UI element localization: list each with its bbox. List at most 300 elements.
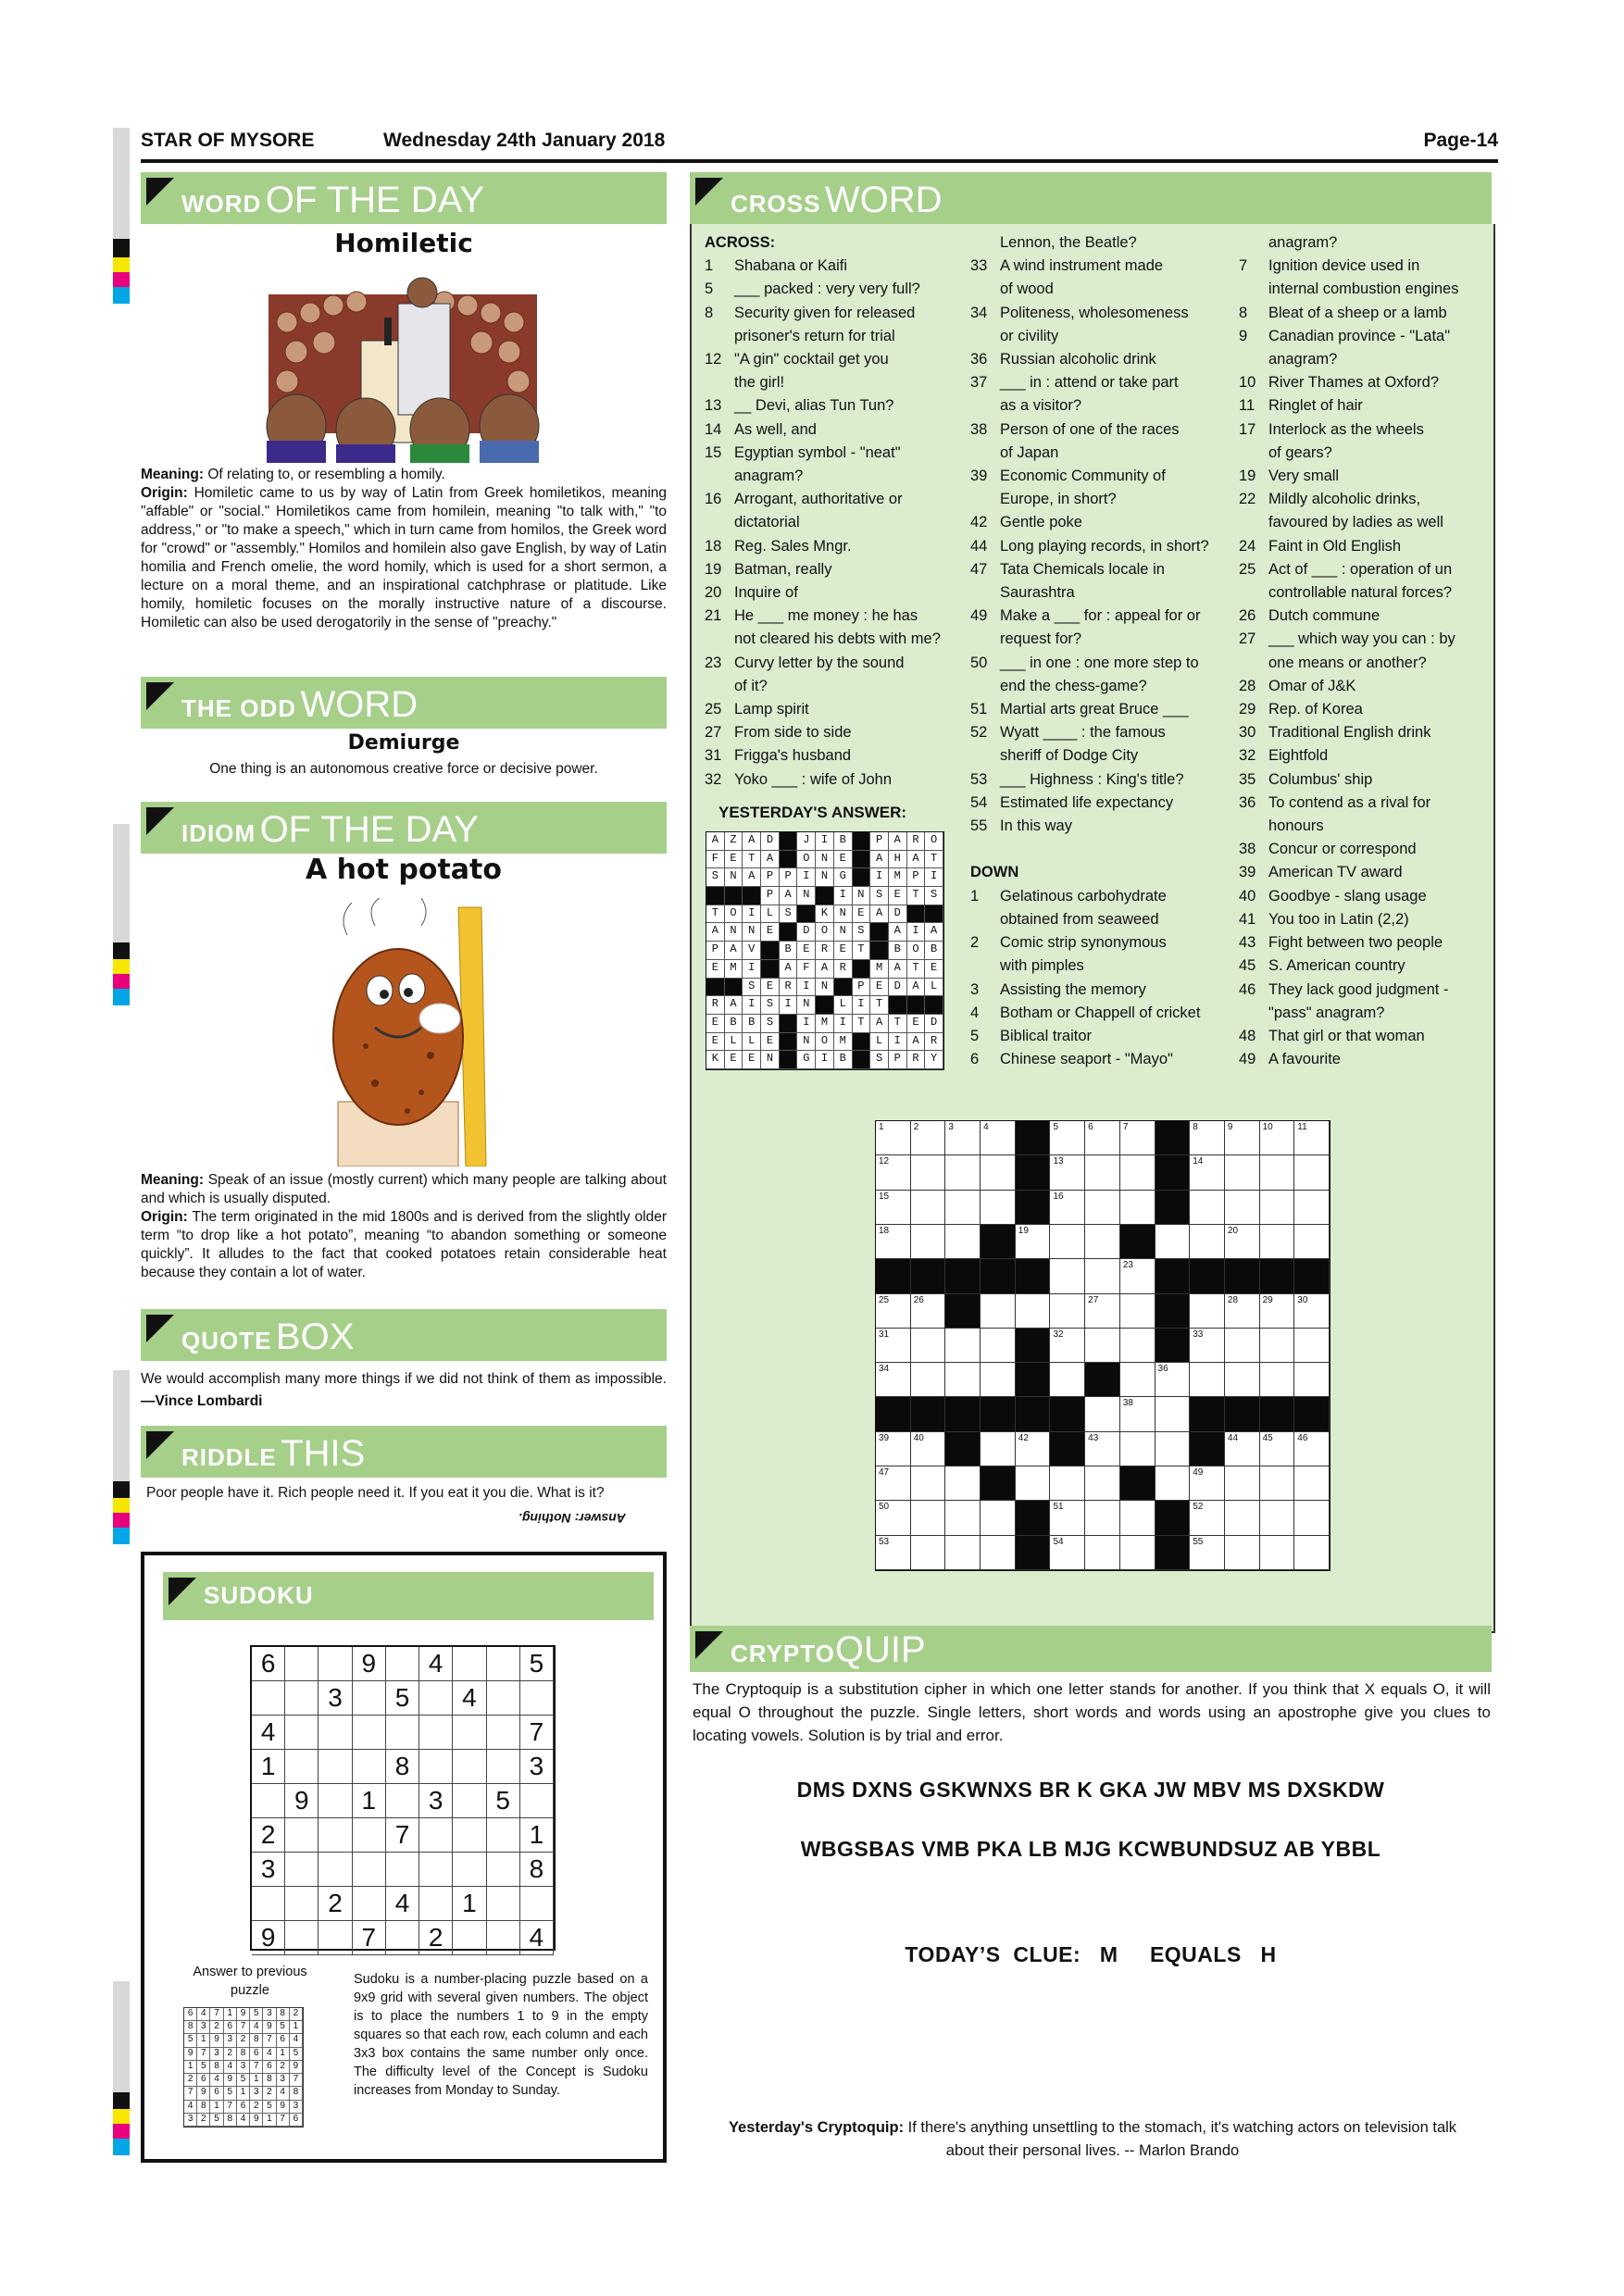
sudoku-cell[interactable]: 7 xyxy=(520,1716,554,1750)
crossword-cell[interactable] xyxy=(1120,1397,1156,1431)
registration-mark-black xyxy=(113,942,130,959)
sudoku-cell: 6 xyxy=(237,2101,250,2114)
sudoku-cell: 4 xyxy=(290,2034,303,2047)
crossword-cell[interactable] xyxy=(1120,1259,1156,1293)
sudoku-cell[interactable]: 4 xyxy=(419,1647,453,1681)
crossword-black-square xyxy=(1016,1155,1051,1190)
sudoku-cell[interactable]: 3 xyxy=(419,1784,453,1818)
crossword-cell[interactable] xyxy=(1085,1466,1120,1501)
sudoku-cell[interactable]: 8 xyxy=(520,1853,554,1887)
sudoku-cell: 7 xyxy=(277,2114,290,2127)
crossword-cell[interactable] xyxy=(911,1432,946,1466)
crossword-cell[interactable] xyxy=(981,1329,1016,1363)
clue-text: Batman, really xyxy=(734,560,832,578)
clue-text: Make a ___ for : appeal for or xyxy=(1000,607,1201,625)
sudoku-cell[interactable] xyxy=(419,1818,453,1853)
crossword-cell[interactable] xyxy=(1260,1225,1295,1259)
sudoku-cell[interactable]: 5 xyxy=(487,1784,520,1818)
answer-letter-cell: K xyxy=(816,905,834,924)
crossword-cell[interactable] xyxy=(1120,1329,1156,1363)
crossword-cell[interactable] xyxy=(1085,1155,1120,1190)
crossword-cell[interactable] xyxy=(945,1536,981,1570)
clue-number: 55 xyxy=(970,817,988,835)
sudoku-previous-answer-grid xyxy=(183,2007,304,2128)
sudoku-cell[interactable]: 4 xyxy=(252,1716,285,1750)
sudoku-cell: 4 xyxy=(210,2074,223,2087)
crossword-cell[interactable] xyxy=(876,1466,911,1501)
crossword-cell[interactable] xyxy=(1050,1121,1085,1155)
sudoku-cell[interactable]: 3 xyxy=(252,1853,285,1887)
crossword-cell[interactable] xyxy=(1190,1329,1225,1363)
crossword-cell-number: 3 xyxy=(948,1122,954,1132)
clue-line xyxy=(1239,511,1489,534)
clue-number: 40 xyxy=(1239,887,1256,905)
crossword-cell[interactable] xyxy=(911,1225,946,1259)
crossword-cell[interactable] xyxy=(1190,1191,1225,1225)
sudoku-cell[interactable] xyxy=(285,1887,319,1921)
crossword-cell[interactable] xyxy=(1190,1121,1225,1155)
sudoku-cell[interactable] xyxy=(386,1921,419,1955)
crossword-cell[interactable] xyxy=(981,1294,1016,1329)
crossword-cell[interactable] xyxy=(1085,1191,1120,1225)
crossword-cell[interactable] xyxy=(1190,1466,1225,1501)
crossword-cell[interactable] xyxy=(1156,1466,1191,1501)
clue-number: 5 xyxy=(970,1027,980,1044)
sudoku-description: Sudoku is a number-placing puzzle based on a 9x9 grid with several given numbers. The object is to place the numbers 1 to 9 in the empty squares so that each row, each column and each 3x3 box contains the same number only once. The difficulty level of the Concept is Sudoku increases from Monday to Sunday. xyxy=(354,1972,648,2098)
sudoku-cell[interactable]: 2 xyxy=(419,1921,453,1955)
crossword-cell[interactable] xyxy=(1294,1536,1330,1570)
crossword-cell[interactable] xyxy=(1225,1225,1260,1259)
clue-line xyxy=(1239,721,1489,744)
answer-black-square xyxy=(761,960,780,979)
crossword-cell[interactable] xyxy=(1050,1259,1085,1293)
crossword-cell[interactable] xyxy=(1120,1363,1156,1397)
crossword-cell[interactable] xyxy=(1225,1191,1260,1225)
sudoku-cell[interactable] xyxy=(520,1887,554,1921)
sudoku-cell[interactable]: 2 xyxy=(319,1887,352,1921)
crossword-cell[interactable] xyxy=(1050,1501,1085,1535)
clue-line xyxy=(970,605,1239,628)
sudoku-cell[interactable]: 4 xyxy=(453,1681,486,1716)
sudoku-cell: 8 xyxy=(277,2008,290,2021)
crossword-cell[interactable] xyxy=(1016,1466,1051,1501)
clue-text: Tata Chemicals locale in xyxy=(1000,560,1165,578)
sudoku-cell: 1 xyxy=(277,2048,290,2061)
crossword-cell[interactable] xyxy=(876,1501,911,1535)
sudoku-cell: 6 xyxy=(290,2114,303,2127)
sudoku-cell[interactable] xyxy=(453,1853,486,1887)
sudoku-cell: 7 xyxy=(224,2101,237,2114)
sudoku-cell[interactable]: 3 xyxy=(319,1681,352,1716)
crossword-cell[interactable] xyxy=(1016,1225,1051,1259)
crossword-cell[interactable] xyxy=(876,1225,911,1259)
crossword-black-square xyxy=(1156,1259,1191,1293)
crossword-cell[interactable] xyxy=(1225,1155,1260,1190)
sudoku-cell[interactable] xyxy=(487,1853,520,1887)
crossword-cell[interactable] xyxy=(1190,1536,1225,1570)
crossword-cell[interactable] xyxy=(911,1155,946,1190)
answer-letter-cell: A xyxy=(907,851,926,869)
sudoku-cell[interactable] xyxy=(453,1818,486,1853)
registration-mark-cyan xyxy=(113,2139,130,2155)
crossword-cell[interactable] xyxy=(1260,1294,1295,1329)
crossword-cell[interactable] xyxy=(1050,1225,1085,1259)
clue-text: Gelatinous carbohydrate xyxy=(1000,887,1167,905)
sudoku-cell[interactable] xyxy=(353,1887,386,1921)
crossword-cell[interactable] xyxy=(1085,1121,1120,1155)
sudoku-cell[interactable]: 4 xyxy=(386,1887,419,1921)
sudoku-cell[interactable] xyxy=(319,1853,352,1887)
sudoku-cell: 3 xyxy=(237,2061,250,2074)
crossword-cell[interactable] xyxy=(1260,1363,1295,1397)
clue-line xyxy=(705,348,968,371)
sudoku-cell[interactable] xyxy=(487,1818,520,1853)
clue-text: as a visitor? xyxy=(1000,397,1082,415)
clue-text: Assisting the memory xyxy=(1000,980,1146,998)
crossword-cell[interactable] xyxy=(911,1121,946,1155)
sudoku-cell[interactable]: 3 xyxy=(520,1750,554,1784)
sudoku-cell[interactable] xyxy=(319,1921,352,1955)
newspaper-name: STAR OF MYSORE xyxy=(141,130,315,151)
answer-letter-cell: T xyxy=(870,996,889,1015)
clue-number: 39 xyxy=(1239,864,1256,881)
crossword-cell[interactable] xyxy=(911,1191,946,1225)
crossword-cell[interactable] xyxy=(911,1329,946,1363)
sudoku-cell[interactable]: 7 xyxy=(353,1921,386,1955)
crossword-cell[interactable] xyxy=(1120,1432,1156,1466)
crossword-cell[interactable] xyxy=(1085,1225,1120,1259)
crossword-cell[interactable] xyxy=(876,1191,911,1225)
answer-letter-cell: N xyxy=(743,923,761,942)
crossword-cell[interactable] xyxy=(945,1363,981,1397)
crossword-cell[interactable] xyxy=(945,1501,981,1535)
crossword-cell[interactable] xyxy=(1050,1294,1085,1329)
crossword-cell[interactable] xyxy=(1294,1466,1330,1501)
crossword-cell[interactable] xyxy=(876,1363,911,1397)
sudoku-cell[interactable] xyxy=(353,1818,386,1853)
crossword-cell[interactable] xyxy=(1225,1536,1260,1570)
crossword-black-square xyxy=(1156,1155,1191,1190)
crossword-cell[interactable] xyxy=(1120,1294,1156,1329)
crossword-cell[interactable] xyxy=(1260,1432,1295,1466)
crossword-cell[interactable] xyxy=(1294,1329,1330,1363)
crossword-cell[interactable] xyxy=(981,1121,1016,1155)
sudoku-cell[interactable] xyxy=(386,1853,419,1887)
crossword-cell[interactable] xyxy=(1085,1259,1120,1293)
crossword-black-square xyxy=(1016,1536,1051,1570)
crossword-cell[interactable] xyxy=(911,1536,946,1570)
sudoku-cell[interactable] xyxy=(487,1716,520,1750)
crossword-cell[interactable] xyxy=(981,1501,1016,1535)
crossword-cell[interactable] xyxy=(1156,1225,1191,1259)
answer-letter-cell: R xyxy=(780,979,798,997)
crossword-cell[interactable] xyxy=(1225,1466,1260,1501)
crossword-cell[interactable] xyxy=(981,1536,1016,1570)
sudoku-cell[interactable] xyxy=(285,1716,319,1750)
answer-letter-cell: E xyxy=(743,1051,761,1069)
sudoku-cell[interactable] xyxy=(419,1750,453,1784)
sudoku-cell[interactable] xyxy=(487,1647,520,1681)
sudoku-cell[interactable] xyxy=(252,1681,285,1716)
crossword-cell[interactable] xyxy=(1050,1191,1085,1225)
sudoku-cell[interactable] xyxy=(252,1784,285,1818)
crossword-cell[interactable] xyxy=(1225,1294,1260,1329)
sudoku-cell[interactable]: 8 xyxy=(386,1750,419,1784)
answer-letter-cell: T xyxy=(907,887,926,905)
sudoku-cell[interactable] xyxy=(487,1750,520,1784)
crossword-cell[interactable] xyxy=(1120,1536,1156,1570)
crossword-black-square xyxy=(1050,1432,1085,1466)
crossword-cell[interactable] xyxy=(1050,1329,1085,1363)
crossword-black-square xyxy=(1190,1432,1225,1466)
sudoku-cell[interactable] xyxy=(386,1716,419,1750)
crossword-cell[interactable] xyxy=(1190,1294,1225,1329)
crossword-cell[interactable] xyxy=(945,1329,981,1363)
sudoku-cell: 1 xyxy=(250,2074,263,2087)
sudoku-cell[interactable] xyxy=(285,1818,319,1853)
clue-number: 35 xyxy=(1239,770,1256,788)
crossword-cell[interactable] xyxy=(1016,1432,1051,1466)
crossword-cell[interactable] xyxy=(981,1432,1016,1466)
crossword-cell[interactable] xyxy=(1225,1363,1260,1397)
sudoku-cell[interactable]: 2 xyxy=(252,1818,285,1853)
answer-letter-cell: N xyxy=(797,887,816,905)
sudoku-cell[interactable]: 5 xyxy=(520,1647,554,1681)
crossword-cell[interactable] xyxy=(1085,1432,1120,1466)
sudoku-cell[interactable] xyxy=(453,1716,486,1750)
sudoku-cell[interactable]: 6 xyxy=(252,1647,285,1681)
sudoku-cell: 9 xyxy=(197,2087,210,2100)
sudoku-cell[interactable] xyxy=(419,1716,453,1750)
crossword-cell[interactable] xyxy=(1260,1466,1295,1501)
clue-line xyxy=(705,488,968,511)
crossword-cell[interactable] xyxy=(876,1536,911,1570)
crossword-cell[interactable] xyxy=(1294,1155,1330,1190)
answer-letter-cell: A xyxy=(870,851,889,869)
idiom-text xyxy=(141,1171,667,1282)
sudoku-cell[interactable] xyxy=(319,1750,352,1784)
clue-number: 46 xyxy=(1239,980,1256,998)
crossword-cell[interactable] xyxy=(1120,1121,1156,1155)
crossword-cell[interactable] xyxy=(945,1155,981,1190)
clue-line xyxy=(970,628,1239,651)
crossword-cell[interactable] xyxy=(1050,1155,1085,1190)
sudoku-cell[interactable] xyxy=(520,1681,554,1716)
clue-number: 20 xyxy=(705,584,722,602)
crossword-cell[interactable] xyxy=(1085,1397,1120,1431)
sudoku-cell[interactable]: 1 xyxy=(453,1887,486,1921)
crossword-cell[interactable] xyxy=(1260,1191,1295,1225)
answer-letter-cell: M xyxy=(889,868,907,887)
clue-line xyxy=(1239,231,1489,255)
answer-letter-cell: P xyxy=(889,1051,907,1069)
clue-line xyxy=(970,1048,1239,1071)
crossword-cell[interactable] xyxy=(1085,1536,1120,1570)
crossword-cell[interactable] xyxy=(1294,1432,1330,1466)
answer-black-square xyxy=(743,887,761,905)
crossword-cell[interactable] xyxy=(1050,1363,1085,1397)
sudoku-cell[interactable] xyxy=(319,1784,352,1818)
sudoku-cell: 3 xyxy=(277,2074,290,2087)
sudoku-cell[interactable] xyxy=(453,1647,486,1681)
sudoku-cell: 3 xyxy=(250,2087,263,2100)
crossword-cell[interactable] xyxy=(1120,1155,1156,1190)
sudoku-cell[interactable]: 9 xyxy=(285,1784,319,1818)
clue-text: request for? xyxy=(1000,630,1082,648)
crossword-cell[interactable] xyxy=(981,1191,1016,1225)
crossword-cell-number: 15 xyxy=(879,1191,890,1202)
crossword-cell[interactable] xyxy=(1225,1501,1260,1535)
registration-mark-magenta xyxy=(113,272,130,287)
sudoku-cell[interactable] xyxy=(319,1818,352,1853)
crossword-cell[interactable] xyxy=(1190,1155,1225,1190)
sudoku-cell[interactable] xyxy=(252,1887,285,1921)
sudoku-cell[interactable] xyxy=(353,1853,386,1887)
registration-strip-gray xyxy=(113,824,130,942)
crossword-cell[interactable] xyxy=(1120,1191,1156,1225)
crossword-cell[interactable] xyxy=(1190,1501,1225,1535)
sudoku-cell[interactable]: 9 xyxy=(252,1921,285,1955)
answer-letter-cell: A xyxy=(907,979,926,997)
sudoku-cell[interactable] xyxy=(487,1887,520,1921)
answer-letter-cell: O xyxy=(816,1033,834,1052)
clue-line xyxy=(1239,652,1489,675)
registration-strip-gray xyxy=(113,1370,130,1481)
sudoku-cell[interactable] xyxy=(353,1716,386,1750)
sudoku-cell[interactable] xyxy=(386,1647,419,1681)
crossword-cell[interactable] xyxy=(1294,1121,1330,1155)
crossword-cell[interactable] xyxy=(1260,1536,1295,1570)
sudoku-cell[interactable] xyxy=(353,1681,386,1716)
yesterday-cryptoquip-label: Yesterday's Cryptoquip: xyxy=(728,2119,905,2136)
crossword-cell[interactable] xyxy=(1260,1121,1295,1155)
answer-letter-cell: B xyxy=(780,942,798,960)
crossword-cell[interactable] xyxy=(945,1121,981,1155)
crossword-cell[interactable] xyxy=(945,1191,981,1225)
sudoku-cell[interactable]: 1 xyxy=(520,1818,554,1853)
sudoku-cell[interactable]: 4 xyxy=(520,1921,554,1955)
crossword-cell[interactable] xyxy=(1050,1536,1085,1570)
clue-line xyxy=(1239,838,1489,861)
crossword-cell[interactable] xyxy=(945,1466,981,1501)
registration-mark-yellow xyxy=(113,959,130,974)
sudoku-cell[interactable] xyxy=(353,1750,386,1784)
sudoku-cell[interactable] xyxy=(285,1853,319,1887)
banner-large-text: OF THE DAY xyxy=(265,180,485,220)
crossword-cell[interactable] xyxy=(1190,1363,1225,1397)
sudoku-cell[interactable] xyxy=(285,1647,319,1681)
sudoku-cell[interactable]: 1 xyxy=(353,1784,386,1818)
crossword-cell[interactable] xyxy=(1294,1225,1330,1259)
crossword-cell[interactable] xyxy=(1260,1501,1295,1535)
crossword-cell[interactable] xyxy=(1294,1501,1330,1535)
crossword-cell[interactable] xyxy=(1016,1294,1051,1329)
banner-large-text: BOX xyxy=(275,1316,355,1357)
sudoku-cell[interactable] xyxy=(386,1784,419,1818)
crossword-cell[interactable] xyxy=(1156,1363,1191,1397)
crossword-cell[interactable] xyxy=(1050,1466,1085,1501)
crossword-cell[interactable] xyxy=(1260,1155,1295,1190)
crossword-cell[interactable] xyxy=(1190,1225,1225,1259)
sudoku-cell[interactable] xyxy=(453,1750,486,1784)
crossword-cell-number: 25 xyxy=(879,1294,890,1305)
crossword-cell[interactable] xyxy=(911,1501,946,1535)
idiom-meaning: Speak of an issue (mostly current) which many people are talking about and which is usually disputed. xyxy=(141,1172,667,1206)
crossword-cell[interactable] xyxy=(1225,1329,1260,1363)
sudoku-cell[interactable] xyxy=(285,1750,319,1784)
sudoku-cell[interactable] xyxy=(285,1681,319,1716)
crossword-cell[interactable] xyxy=(1294,1363,1330,1397)
crossword-cell[interactable] xyxy=(876,1432,911,1466)
answer-black-square xyxy=(907,996,926,1015)
answer-black-square xyxy=(889,996,907,1015)
crossword-cell[interactable] xyxy=(876,1121,911,1155)
clue-text xyxy=(1000,838,1239,861)
sudoku-cell[interactable] xyxy=(419,1681,453,1716)
sudoku-cell[interactable] xyxy=(419,1887,453,1921)
crossword-cell[interactable] xyxy=(876,1294,911,1329)
sudoku-cell[interactable] xyxy=(453,1921,486,1955)
crossword-cell[interactable] xyxy=(1085,1294,1120,1329)
crossword-cell[interactable] xyxy=(911,1363,946,1397)
sudoku-banner xyxy=(163,1572,654,1620)
sudoku-cell[interactable]: 5 xyxy=(386,1681,419,1716)
crossword-cell[interactable] xyxy=(1156,1397,1191,1431)
crossword-cell[interactable] xyxy=(1260,1329,1295,1363)
crossword-cell[interactable] xyxy=(1156,1432,1191,1466)
crossword-cell[interactable] xyxy=(1085,1501,1120,1535)
crossword-cell[interactable] xyxy=(876,1329,911,1363)
crossword-cell[interactable] xyxy=(945,1225,981,1259)
crossword-cell[interactable] xyxy=(1294,1294,1330,1329)
sudoku-cell[interactable] xyxy=(520,1784,554,1818)
clue-text: Chinese seaport - "Mayo" xyxy=(1000,1051,1173,1068)
crossword-cell[interactable] xyxy=(1225,1121,1260,1155)
crossword-cell[interactable] xyxy=(911,1294,946,1329)
clue-text: Saurashtra xyxy=(1000,584,1075,602)
sudoku-cell[interactable] xyxy=(453,1784,486,1818)
answer-letter-cell: N xyxy=(816,979,834,997)
clue-text: Ignition device used in xyxy=(1268,257,1420,275)
clue-text: Comic strip synonymous xyxy=(1000,934,1167,952)
sudoku-cell[interactable]: 1 xyxy=(252,1750,285,1784)
crossword-cell[interactable] xyxy=(876,1155,911,1190)
answer-letter-cell: T xyxy=(925,851,943,869)
sudoku-cell[interactable]: 7 xyxy=(386,1818,419,1853)
crossword-cell[interactable] xyxy=(1085,1329,1120,1363)
crossword-cell[interactable] xyxy=(1120,1501,1156,1535)
sudoku-cell[interactable] xyxy=(285,1921,319,1955)
crossword-cell[interactable] xyxy=(981,1155,1016,1190)
sudoku-cell[interactable] xyxy=(487,1681,520,1716)
crossword-cell[interactable] xyxy=(911,1466,946,1501)
crossword-cell[interactable] xyxy=(1294,1191,1330,1225)
sudoku-cell[interactable] xyxy=(419,1853,453,1887)
crossword-cell[interactable] xyxy=(981,1363,1016,1397)
clue-line xyxy=(705,675,968,698)
crossword-cell[interactable] xyxy=(1225,1432,1260,1466)
answer-letter-cell: I xyxy=(853,996,871,1015)
clue-line xyxy=(1239,348,1489,371)
sudoku-cell[interactable] xyxy=(319,1716,352,1750)
sudoku-cell[interactable] xyxy=(487,1921,520,1955)
sudoku-cell: 6 xyxy=(277,2034,290,2047)
sudoku-cell[interactable]: 9 xyxy=(353,1647,386,1681)
crossword-black-square xyxy=(876,1397,911,1431)
answer-letter-cell: A xyxy=(743,868,761,887)
clue-line xyxy=(1239,535,1489,558)
sudoku-cell[interactable] xyxy=(319,1647,352,1681)
